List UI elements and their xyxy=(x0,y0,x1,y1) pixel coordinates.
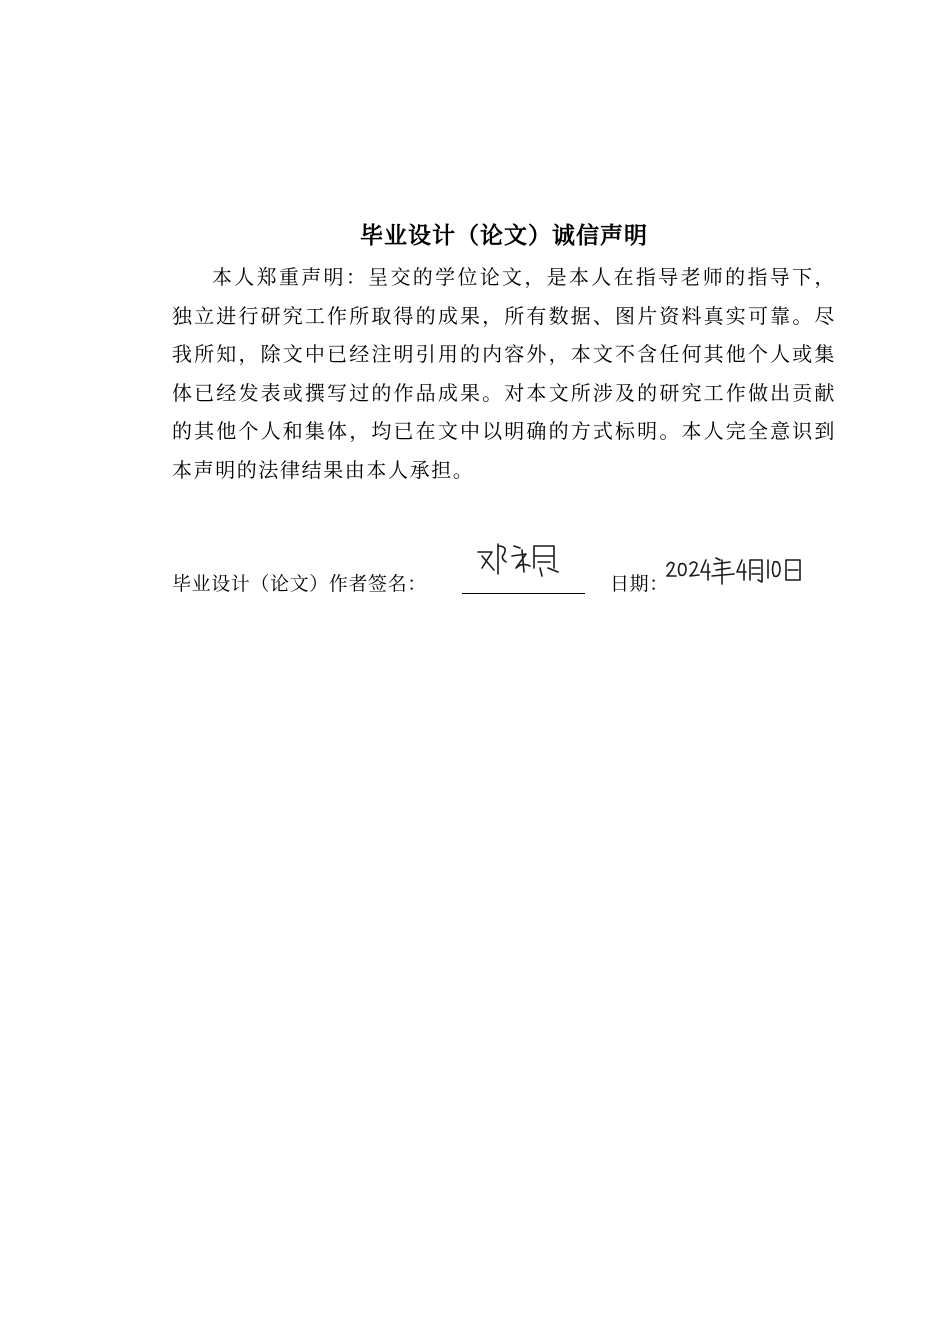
handwritten-date xyxy=(664,550,804,586)
signature-underline xyxy=(462,593,585,594)
declaration-body: 本人郑重声明：呈交的学位论文，是本人在指导老师的指导下，独立进行研究工作所取得的成果，所有数据、图片资料真实可靠。尽我所知，除文中已经注明引用的内容外，本文不含任何其他个人或集体已经发表或撰写过的作品成果。对本文所涉及的研究工作做出贡献的其他个人和集体，均已在文中以明确的方式标明。本人完全意识到本声明的法律结果由本人承担。 xyxy=(172,265,836,482)
signature-label: 毕业设计（论文）作者签名： xyxy=(172,573,427,595)
signature-row xyxy=(172,566,836,606)
page-title: 毕业设计（论文）诚信声明 xyxy=(360,223,648,249)
date-label: 日期： xyxy=(610,573,669,595)
handwritten-signature xyxy=(470,532,570,582)
